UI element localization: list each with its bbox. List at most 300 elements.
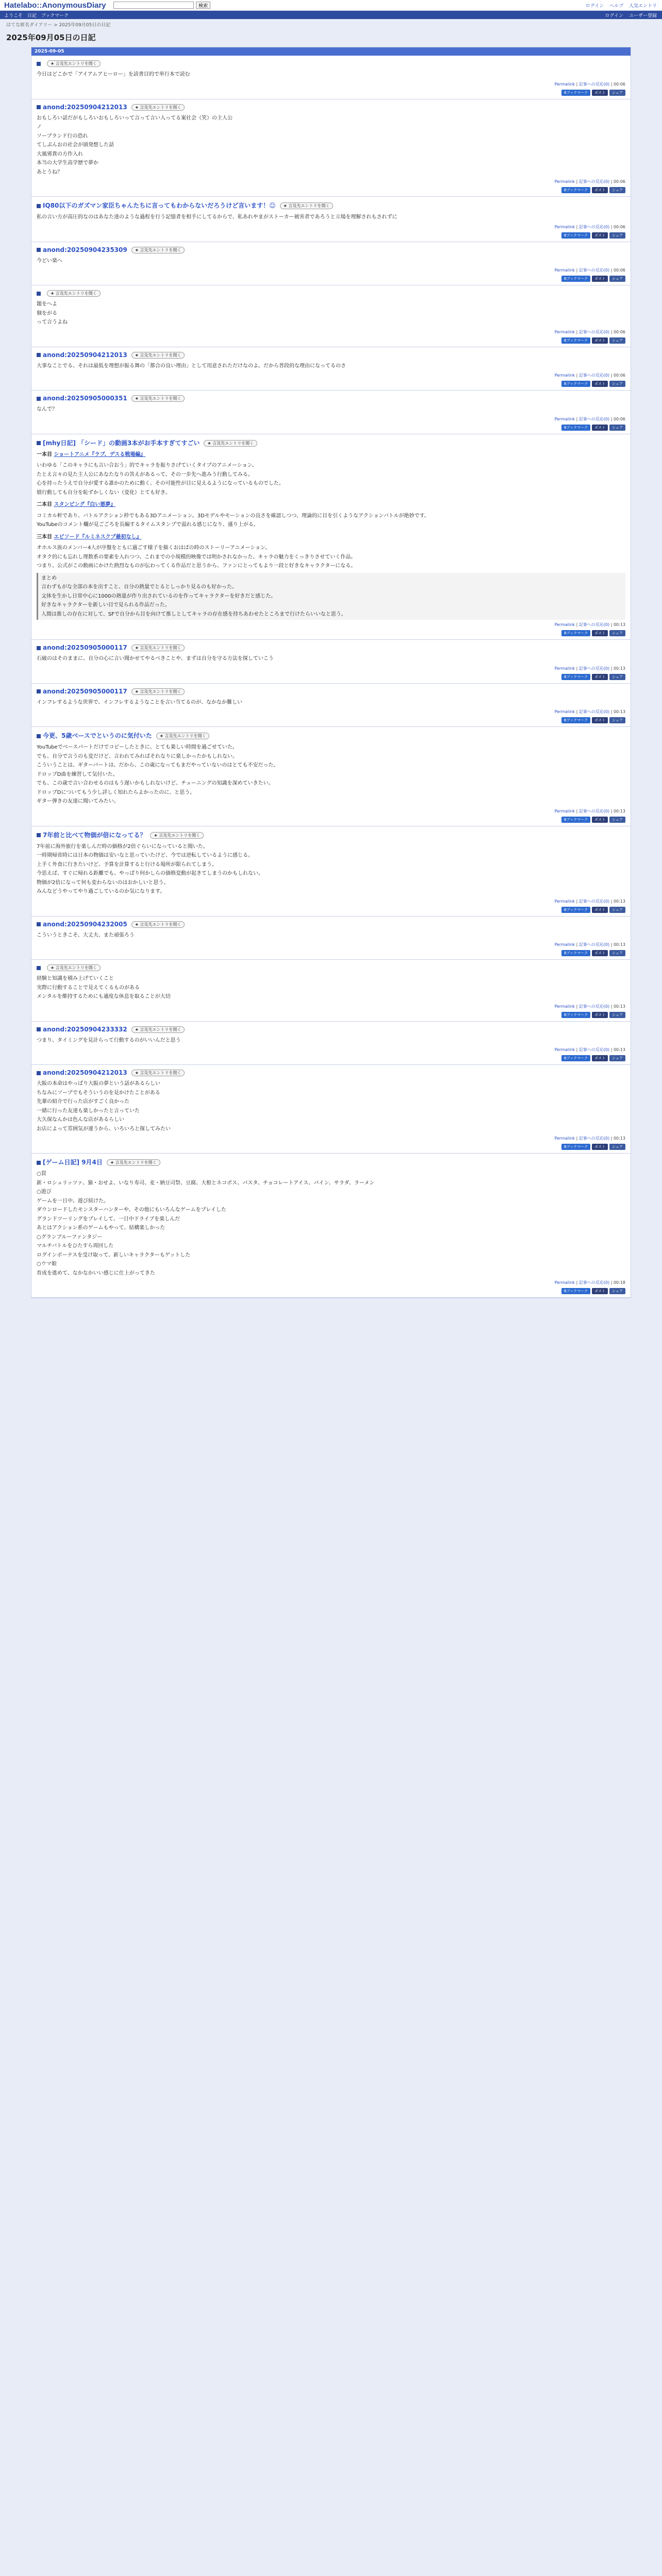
search-button[interactable]: 検索 [196,2,210,9]
entry-line: 先輩の紹介で行った店がすごく良かった [37,1099,129,1105]
subnav-register[interactable]: ユーザー登録 [628,13,657,19]
reactions-link[interactable]: 記事への反応(0) [578,179,610,184]
entry-footer [37,267,625,273]
reactions-link[interactable]: 記事への反応(0) [578,709,610,714]
footer-divider: | [609,81,614,87]
permalink-link[interactable]: Permalink [554,373,575,378]
entry-line: 一時期帰省時には日本の物価は安いなと思っていたけど、今では逆転しているように感じる。 [37,853,253,858]
facebook-share-button[interactable]: シェア [609,187,625,193]
subnav-login[interactable]: ログイン [605,13,624,19]
main-content [31,47,631,1298]
facebook-share-button[interactable]: シェア [609,425,625,431]
entry-title [37,831,625,839]
entry-line: ドロップDについてもう少し詳しく知れたらよかったのに、と思う。 [37,789,195,795]
post-share-button[interactable]: ポスト [592,276,608,282]
add-star-button[interactable]: ★ 言及先エントリを開く [131,352,185,359]
add-star-button[interactable]: ★ 言及先エントリを開く [280,202,334,209]
entry-title [37,964,625,971]
bookmark-share-button[interactable]: Bブックマーク [561,337,590,344]
diary-entry [31,391,631,434]
facebook-share-button[interactable]: シェア [609,381,625,387]
entry-line: でも、この歳で言い合わせるのはもう遅いかもしれないけど、チューニングの知識を深めていきたい。 [37,781,274,786]
entry-title-link[interactable]: anond:20250905000351 [43,395,127,402]
site-logo[interactable]: Hatelabo::AnonymousDiary [4,1,106,10]
footer-divider: | [609,416,614,421]
footer-divider: | [575,622,579,627]
entry-square-icon [37,1161,41,1165]
subnav-diary[interactable]: 日記 [27,13,37,19]
add-star-button[interactable]: ★ 言及先エントリを開く [156,733,210,739]
share-buttons [37,629,625,636]
entry-title-link[interactable]: anond:20250905000117 [43,687,127,695]
entry-title [37,395,625,402]
permalink-link[interactable]: Permalink [554,179,575,184]
footer-divider: | [575,329,579,334]
entry-line: ギター弾きの友達に聞いてみたい。 [37,799,119,804]
entry-line: 好きなキャラクターを新しい目で見られる作品だった。 [41,602,170,608]
add-star-button[interactable]: ★ 言及先エントリを開く [47,290,101,297]
entry-line: ソープランド行の恐れ [37,133,88,139]
post-share-button[interactable]: ポスト [592,1055,608,1061]
footer-divider: | [609,666,614,671]
add-star-button[interactable]: ★ 言及先エントリを開く [131,104,185,111]
entry-line: 大事なことでる、それは最低を理想が振る舞の「都合の良い理由」として用意されただけなのよ。だから普段的な理由になってるのさ [37,363,346,369]
add-star-button[interactable]: ★ 言及先エントリを開く [131,247,185,253]
entry-line: 本当の大学生高学歴で夢か [37,160,98,166]
entry-title-link[interactable]: anond:20250904235309 [43,246,127,253]
entry-title-link[interactable]: 7年前と比べて物価が倍になってる？ [43,831,146,839]
entry-line: 言わずもがな全部の本を出すこと、自分の熱量でとるとしっかり見るのも好かった。 [41,584,237,590]
entry-title-link[interactable]: 今更、5歳ベースでというのに気付いた [43,732,152,739]
entry-line: って言うよね [37,319,68,325]
reactions-link[interactable]: 記事への反応(0) [578,622,610,627]
entry-line: お店によって雰囲気が違うから、いろいろと探してみたい [37,1126,171,1132]
post-share-button[interactable]: ポスト [592,1012,608,1018]
post-share-button[interactable]: ポスト [592,1288,608,1294]
bookmark-share-button[interactable]: Bブックマーク [561,276,590,282]
footer-divider: | [609,268,614,273]
add-star-button[interactable]: ★ 言及先エントリを開く [47,964,101,971]
reactions-link[interactable]: 記事への反応(0) [578,1047,610,1052]
add-star-button[interactable]: ★ 言及先エントリを開く [131,645,185,651]
breadcrumb: はてな匿名ダイアリー > 2025年09月05日の日記 [6,23,111,28]
share-buttons [37,186,625,193]
facebook-share-button[interactable]: シェア [609,630,625,636]
diary-entry [31,826,631,917]
entry-footer [37,942,625,947]
permalink-link[interactable]: Permalink [554,899,575,904]
entry-line: なんで？ [37,406,57,412]
footer-divider: | [609,899,614,904]
diary-entry [31,347,631,391]
footer-divider: | [575,268,579,273]
facebook-share-button[interactable]: シェア [609,907,625,913]
entry-square-icon [37,105,41,109]
entry-body [37,70,625,79]
entry-footer [37,808,625,814]
bookmark-share-button[interactable]: Bブックマーク [561,950,590,956]
entry-time: 00:06 [613,224,625,229]
entry-title-link[interactable]: anond:20250904212013 [43,351,127,359]
entry-title [37,1069,625,1076]
entry-title [37,60,625,67]
header-links [582,2,657,9]
bookmark-share-button[interactable]: Bブックマーク [561,1288,590,1294]
entry-square-icon [37,204,41,208]
entry-title-link[interactable]: anond:20250904212013 [43,1069,127,1076]
entry-footer [37,622,625,628]
share-buttons [37,1054,625,1061]
entry-footer [37,1136,625,1141]
section-heading [37,533,625,542]
diary-entry [31,640,631,684]
bookmark-share-button[interactable]: Bブックマーク [561,425,590,431]
section-link[interactable]: スタンピング『白い悪夢』 [54,502,116,507]
header-link-login[interactable]: ログイン [585,4,604,9]
footer-divider: | [609,1136,614,1141]
header-link-help[interactable]: ヘルプ [609,4,624,9]
date-header: 2025-09-05 [31,47,631,56]
entry-title [37,246,625,253]
post-share-button[interactable]: ポスト [592,187,608,193]
bookmark-share-button[interactable]: Bブックマーク [561,381,590,387]
entry-square-icon [37,397,41,401]
entry-footer [37,1004,625,1009]
facebook-share-button[interactable]: シェア [609,232,625,239]
reactions-link[interactable]: 記事への反応(0) [578,666,610,671]
header-link-popular[interactable]: 人気エントリ [628,4,657,9]
entry-title [37,351,625,359]
entry-footer [37,709,625,715]
facebook-share-button[interactable]: シェア [609,1055,625,1061]
entry-footer [37,329,625,335]
entry-title-link[interactable]: [ゲーム日記] 9月4日 [43,1159,103,1166]
entry-time: 00:13 [613,1004,625,1009]
footer-divider: | [575,666,579,671]
facebook-share-button[interactable]: シェア [609,1288,625,1294]
facebook-share-button[interactable]: シェア [609,276,625,282]
entry-line: オタク的にも忘れし理数系の要素を入れつつ、これまでの小規模的映像では明かされなかった、キャラの魅力をくっきりさせていく作品。 [37,554,356,560]
permalink-link[interactable]: Permalink [554,81,575,87]
post-share-button[interactable]: ポスト [592,630,608,636]
entry-line: 今思えば、すぐに帰れる距離でも、やっぱり何かしらの価格変動が起きてしまうのかもしれない。 [37,871,263,876]
entry-title [37,104,625,111]
share-buttons [37,89,625,96]
entry-line: 題をへよ [37,301,57,307]
footer-divider: | [609,709,614,714]
permalink-link[interactable]: Permalink [554,1004,575,1009]
permalink-link[interactable]: Permalink [554,666,575,671]
facebook-share-button[interactable]: シェア [609,1012,625,1018]
reactions-link[interactable]: 記事への反応(0) [578,373,610,378]
share-buttons [37,906,625,913]
post-share-button[interactable]: ポスト [592,232,608,239]
entry-line: まとめ [41,575,57,581]
permalink-link[interactable]: Permalink [554,329,575,334]
add-star-button[interactable]: ★ 言及先エントリを開く [131,688,185,695]
bookmark-share-button[interactable]: Bブックマーク [561,717,590,723]
entry-square-icon [37,966,41,970]
diary-entry [31,1065,631,1154]
entry-line: おもしろい話だがもしろいおもしろいって言って言い入ってる案社会（笑）の主人公 [37,115,233,121]
facebook-share-button[interactable]: シェア [609,717,625,723]
search-input[interactable] [113,2,194,9]
reactions-link[interactable]: 記事への反応(0) [578,329,610,334]
post-share-button[interactable]: ポスト [592,817,608,823]
entry-time: 00:13 [613,622,625,627]
permalink-link[interactable]: Permalink [554,1047,575,1052]
entry-line: ダウンロードしたモンスターハンターや、その他にもいろんなゲームをプレイした [37,1207,226,1213]
entry-title-link[interactable]: anond:20250904233332 [43,1025,127,1033]
entry-time: 00:18 [613,1280,625,1285]
bookmark-share-button[interactable]: Bブックマーク [561,674,590,680]
diary-entry [31,960,631,1022]
footer-divider: | [575,1004,579,1009]
entry-line: コミカル軒であり、バトルアクション枠でもある3Dアニメーション。3Dモデルやモーションの良さを確認しつつ、理論的に目を引くようなアクションバトルが絶妙です。 [37,513,429,519]
diary-entry [31,1154,631,1298]
entry-line: オホルス族のメンバー4人が序盤をともに過ごす様子を描くおはばの時のストーリーアニメーション。 [37,545,271,551]
entry-line: みんなどうやってやり過ごしているのか気になります。 [37,889,166,894]
entry-body [37,257,625,266]
section-label: 二本目 [37,502,52,507]
footer-divider: | [575,1280,579,1285]
entry-line: 物価が2倍になって何も変わらないのはおかしいと思う。 [37,879,169,886]
entry-line: 大阪の本命はやっぱり大阪の夢という話があるらしい [37,1081,160,1087]
bookmark-share-button[interactable]: Bブックマーク [561,187,590,193]
post-share-button[interactable]: ポスト [592,337,608,344]
bookmark-share-button[interactable]: Bブックマーク [561,1055,590,1061]
entry-title-link[interactable]: anond:20250904232005 [43,920,127,928]
entry-line: 心を持ったうえで自分が愛する誰かのために動く、その可能性が目に見えるようになっているものでした。 [37,481,284,486]
share-buttons [37,816,625,823]
bookmark-share-button[interactable]: Bブックマーク [561,1012,590,1018]
add-star-button[interactable]: ★ 言及先エントリを開く [47,60,101,67]
entry-line: でも、自分で言うのも変だけど、言われてみればそれなりに楽しかったかもしれない。 [37,753,238,759]
entry-line: インフレするような世界で、インフレするようなことを言い当てるのが、なかなか難しい [37,699,242,705]
permalink-link[interactable]: Permalink [554,416,575,421]
footer-divider: | [609,1047,614,1052]
share-buttons [37,336,625,344]
entry-line: ゲームを一日中、遊び続けた。 [37,1198,109,1204]
entry-line: 7年前に海外旅行を楽しんだ時の価格が2倍ぐらいになっていると聞いた。 [37,843,208,850]
share-buttons [37,423,625,431]
entry-body [37,300,625,327]
bookmark-share-button[interactable]: Bブックマーク [561,90,590,96]
entry-square-icon [37,248,41,252]
entry-square-icon [37,734,41,738]
entry-line: 大久保なんかは色んな店があるらしい [37,1117,124,1123]
entry-line: こういうときこそ、大丈夫、また頑張ろう [37,932,135,938]
footer-divider: | [575,1136,579,1141]
post-share-button[interactable]: ポスト [592,950,608,956]
footer-divider: | [575,416,579,421]
section-link[interactable]: ショートアニメ『ラブ、デスる戦場編』 [54,451,146,457]
post-share-button[interactable]: ポスト [592,425,608,431]
entry-body [37,842,625,896]
diary-entry [31,197,631,242]
section-heading [37,450,625,460]
entry-body [37,974,625,1002]
post-share-button[interactable]: ポスト [592,907,608,913]
entry-title-link[interactable]: IQ80以下のガズマン家臣ちゃんたちに言ってもわからないだろうけど言います！☺ [43,202,276,209]
entry-line: ちなみにソープでもそういうのを見かけたことがある [37,1090,160,1096]
entry-body [37,213,625,222]
subnav-welcome[interactable]: ようこそ [4,13,23,19]
entry-line: ○ウマ娘 [37,1261,57,1267]
diary-entry [31,99,631,197]
section-heading [37,500,625,510]
entry-body [37,362,625,371]
reactions-link[interactable]: 記事への反応(0) [578,899,610,904]
entry-line: メンタルを維持するためにも適度な休息を取ることが大切 [37,994,171,999]
entry-footer [37,666,625,671]
entry-footer [37,899,625,904]
add-star-button[interactable]: ★ 言及先エントリを開く [131,1070,185,1076]
top-header [0,0,662,11]
entry-line: マルチバトルをひたすら周回した [37,1243,114,1249]
add-star-button[interactable]: ★ 言及先エントリを開く [131,1026,185,1033]
entry-list [31,56,631,1298]
post-share-button[interactable]: ポスト [592,1144,608,1150]
entry-footer [37,81,625,87]
entry-line: てしぷんおの社会が頭発想した話 [37,142,114,148]
add-star-button[interactable]: ★ 言及先エントリを開く [150,832,204,839]
reactions-link[interactable]: 記事への反応(0) [578,268,610,273]
reactions-link[interactable]: 記事への反応(0) [578,1004,610,1009]
entry-line: つまり、公式がこの動画にかけた熱烈なものが伝わってくる作品だと思うから、ファンにとってもより一段と好きなキャラクターになる。 [37,563,356,569]
bookmark-share-button[interactable]: Bブックマーク [561,1144,590,1150]
permalink-link[interactable]: Permalink [554,709,575,714]
diary-entry [31,242,631,286]
entry-square-icon [37,922,41,926]
post-share-button[interactable]: ポスト [592,90,608,96]
share-buttons [37,949,625,956]
share-buttons [37,1287,625,1294]
footer-divider: | [575,179,579,184]
reactions-link[interactable]: 記事への反応(0) [578,942,610,947]
entry-title [37,644,625,651]
entry-line: 上手く外食に行きたいけど、予算を計算すると行ける場所が限られてしまう。 [37,861,217,868]
entry-line: 新・ロシュリッツァ、猫・おせよ、いなり寿司、麦・納豆司祭、豆腐、大根とネコポス、パスタ、チョコレートアイス、パイン、サラダ、ラーメン [37,1180,375,1186]
post-share-button[interactable]: ポスト [592,717,608,723]
permalink-link[interactable]: Permalink [554,622,575,627]
facebook-share-button[interactable]: シェア [609,674,625,680]
facebook-share-button[interactable]: シェア [609,1144,625,1150]
page-title: 2025年09月05日の日記 [6,33,96,42]
entry-line: 今日はどこかで「アイアムアヒーロー」を読書目的で単行本で読む [37,72,190,77]
add-star-button[interactable]: ★ 言及先エントリを開く [131,921,185,928]
entry-title-link[interactable]: anond:20250905000117 [43,644,127,651]
reactions-link[interactable]: 記事への反応(0) [578,1136,610,1141]
permalink-link[interactable]: Permalink [554,942,575,947]
entry-body [37,450,625,620]
entry-body [37,698,625,707]
bookmark-share-button[interactable]: Bブックマーク [561,817,590,823]
entry-line: 人間は推しの存在に対して、SFで自分から目を向けて推しとしてキャラの存在感を持ちあわせたところまで行けたらいいなと思う。 [41,611,346,617]
footer-divider: | [609,224,614,229]
diary-entry [31,285,631,347]
footer-divider: | [575,942,579,947]
footer-divider: | [575,373,579,378]
diary-entry [31,727,631,826]
section-link[interactable]: エピソード『ルミネスクプ最初なし』 [54,534,142,540]
entry-line: ○グランブルーファンタジー [37,1234,103,1240]
entry-title [37,1026,625,1033]
entry-time: 00:13 [613,808,625,814]
entry-line: ○買 [37,1171,46,1177]
entry-title [37,438,625,447]
section-label: 一本目 [37,451,52,457]
share-buttons [37,231,625,239]
facebook-share-button[interactable]: シェア [609,337,625,344]
reactions-link[interactable]: 記事への反応(0) [578,224,610,229]
entry-line: 大風邪貴の方作入れ [37,151,83,157]
facebook-share-button[interactable]: シェア [609,90,625,96]
entry-time: 00:06 [613,268,625,273]
facebook-share-button[interactable]: シェア [609,817,625,823]
bookmark-share-button[interactable]: Bブックマーク [561,232,590,239]
diary-entry [31,1022,631,1065]
facebook-share-button[interactable]: シェア [609,950,625,956]
permalink-link[interactable]: Permalink [554,808,575,814]
footer-divider: | [575,1047,579,1052]
entry-line: グランドツーリングをプレイして、一日中ドライブを楽しんだ [37,1216,180,1222]
entry-body [37,654,625,664]
entry-footer [37,1280,625,1285]
entry-title-link[interactable]: anond:20250904212013 [43,103,127,111]
entry-body [37,743,625,806]
footer-divider: | [609,942,614,947]
reactions-link[interactable]: 記事への反応(0) [578,416,610,421]
entry-time: 00:06 [613,329,625,334]
entry-line: 文体を生かし日常中心に1000の熱量が作り出されているのを作ってキャラクターを好きだと感じた。 [41,593,276,599]
footer-divider: | [575,81,579,87]
bookmark-share-button[interactable]: Bブックマーク [561,630,590,636]
permalink-link[interactable]: Permalink [554,1136,575,1141]
reactions-link[interactable]: 記事への反応(0) [578,81,610,87]
footer-divider: | [609,1280,614,1285]
entry-square-icon [37,689,41,693]
permalink-link[interactable]: Permalink [554,1280,575,1285]
entry-line: 石破のはそのままに、自分の心に言い聞かせてやるべきことや、まずは自分を守る方法を探していこう [37,656,274,662]
reactions-link[interactable]: 記事への反応(0) [578,1280,610,1285]
share-buttons [37,1011,625,1018]
add-star-button[interactable]: ★ 言及先エントリを開く [204,440,257,447]
diary-entry [31,917,631,960]
entry-square-icon [37,1071,41,1075]
post-share-button[interactable]: ポスト [592,674,608,680]
entry-square-icon [37,833,41,837]
subnav-bookmark[interactable]: ブックマーク [41,13,69,19]
post-share-button[interactable]: ポスト [592,381,608,387]
entry-line: ノ [37,124,42,130]
permalink-link[interactable]: Permalink [554,268,575,273]
entry-line: 一緒に行った友達も楽しかったと言っていた [37,1108,140,1114]
entry-line: ○遊び [37,1189,52,1195]
footer-divider: | [609,329,614,334]
reactions-link[interactable]: 記事への反応(0) [578,808,610,814]
permalink-link[interactable]: Permalink [554,224,575,229]
entry-title-link[interactable]: [mhy日記] 「シード」の動画3本がお手本すぎてすごい [43,439,200,447]
add-star-button[interactable]: ★ 言及先エントリを開く [131,395,185,402]
add-star-button[interactable]: ★ 言及先エントリを開く [107,1159,160,1166]
entry-line: 私の言い方が高圧的なのはあなた達のような過程を行う記憶者を相手にしてるからで、私あれやまがストーカー被害者であろうと立場を理解されもされずに [37,214,398,220]
entry-time: 00:06 [613,373,625,378]
entry-title [37,290,625,297]
footer-divider: | [609,808,614,814]
bookmark-share-button[interactable]: Bブックマーク [561,907,590,913]
entry-line: ログインボーナスを受け取って、新しいキャラクターもゲットした [37,1252,191,1258]
